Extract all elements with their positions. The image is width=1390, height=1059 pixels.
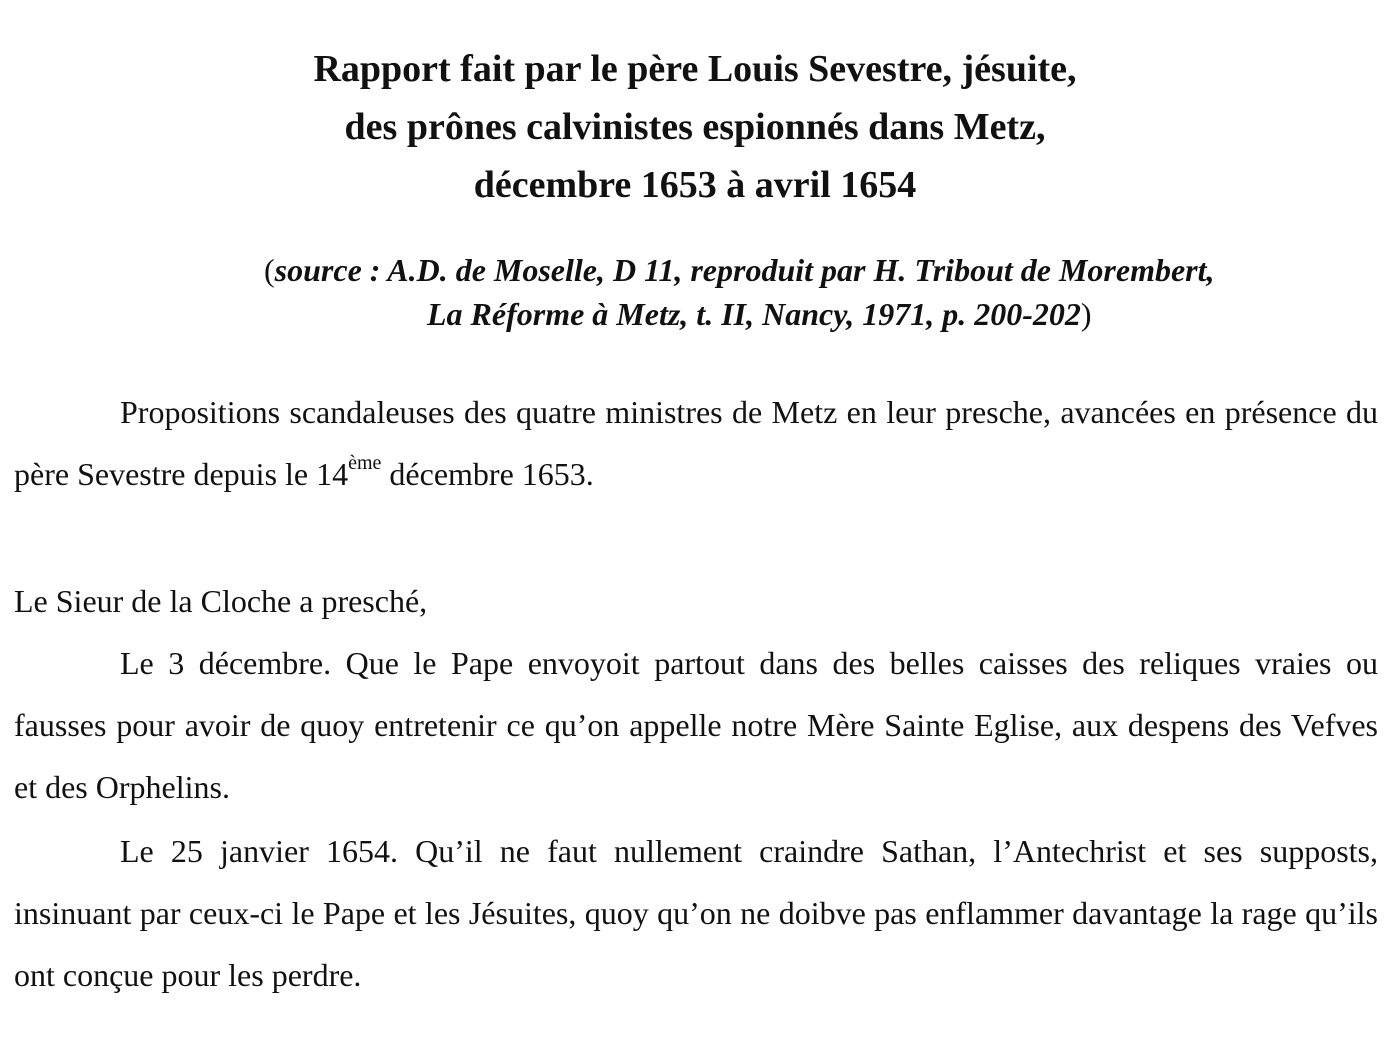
title-line-1: Rapport fait par le père Louis Sevestre, jésuite, (313, 48, 1077, 90)
entry-paragraph-2: Le 25 janvier 1654. Qu’il ne faut nullement craindre Sathan, l’Antechrist et ses supposts, insinuant par ceux-ci le Pape et les Jésuites, quoy qu’on ne doibve pas enflammer davantage la rage qu’ils ont conçue pour les perdre. (14, 833, 1378, 993)
entry-paragraph-1: Le 3 décembre. Que le Pape envoyoit partout dans des belles caisses des reliques vraies ou fausses pour avoir de quoy entretenir ce qu’on appelle notre Mère Sainte Eglise, aux despens des Vefves et des Orphelins. (14, 645, 1378, 805)
source-line-2 (0, 292, 1340, 336)
speaker-line: Le Sieur de la Cloche a presché, (14, 583, 428, 619)
title-line-2: des prônes calvinistes espionnés dans Metz, (344, 106, 1046, 148)
source-open-paren: ( (264, 252, 275, 288)
title-line-3: décembre 1653 à avril 1654 (473, 164, 917, 206)
source-citation (0, 248, 1340, 336)
intro-text: Propositions scandaleuses des quatre ministres de Metz en leur presche, avancées en présence du père Sevestre depuis le 14 (14, 394, 1378, 492)
source-line-1 (0, 248, 1340, 292)
source-line-2-text: La Réforme à Metz, t. II, Nancy, 1971, p. 200-202 (427, 296, 1081, 332)
source-line-1-text: source : A.D. de Moselle, D 11, reproduit par H. Tribout de Morembert, (274, 252, 1215, 288)
intro-superscript: ème (348, 452, 382, 475)
intro-paragraph (14, 381, 1378, 505)
document-title (0, 40, 1390, 214)
intro-text-end: décembre 1653. (381, 456, 594, 492)
source-close-paren: ) (1080, 296, 1092, 332)
